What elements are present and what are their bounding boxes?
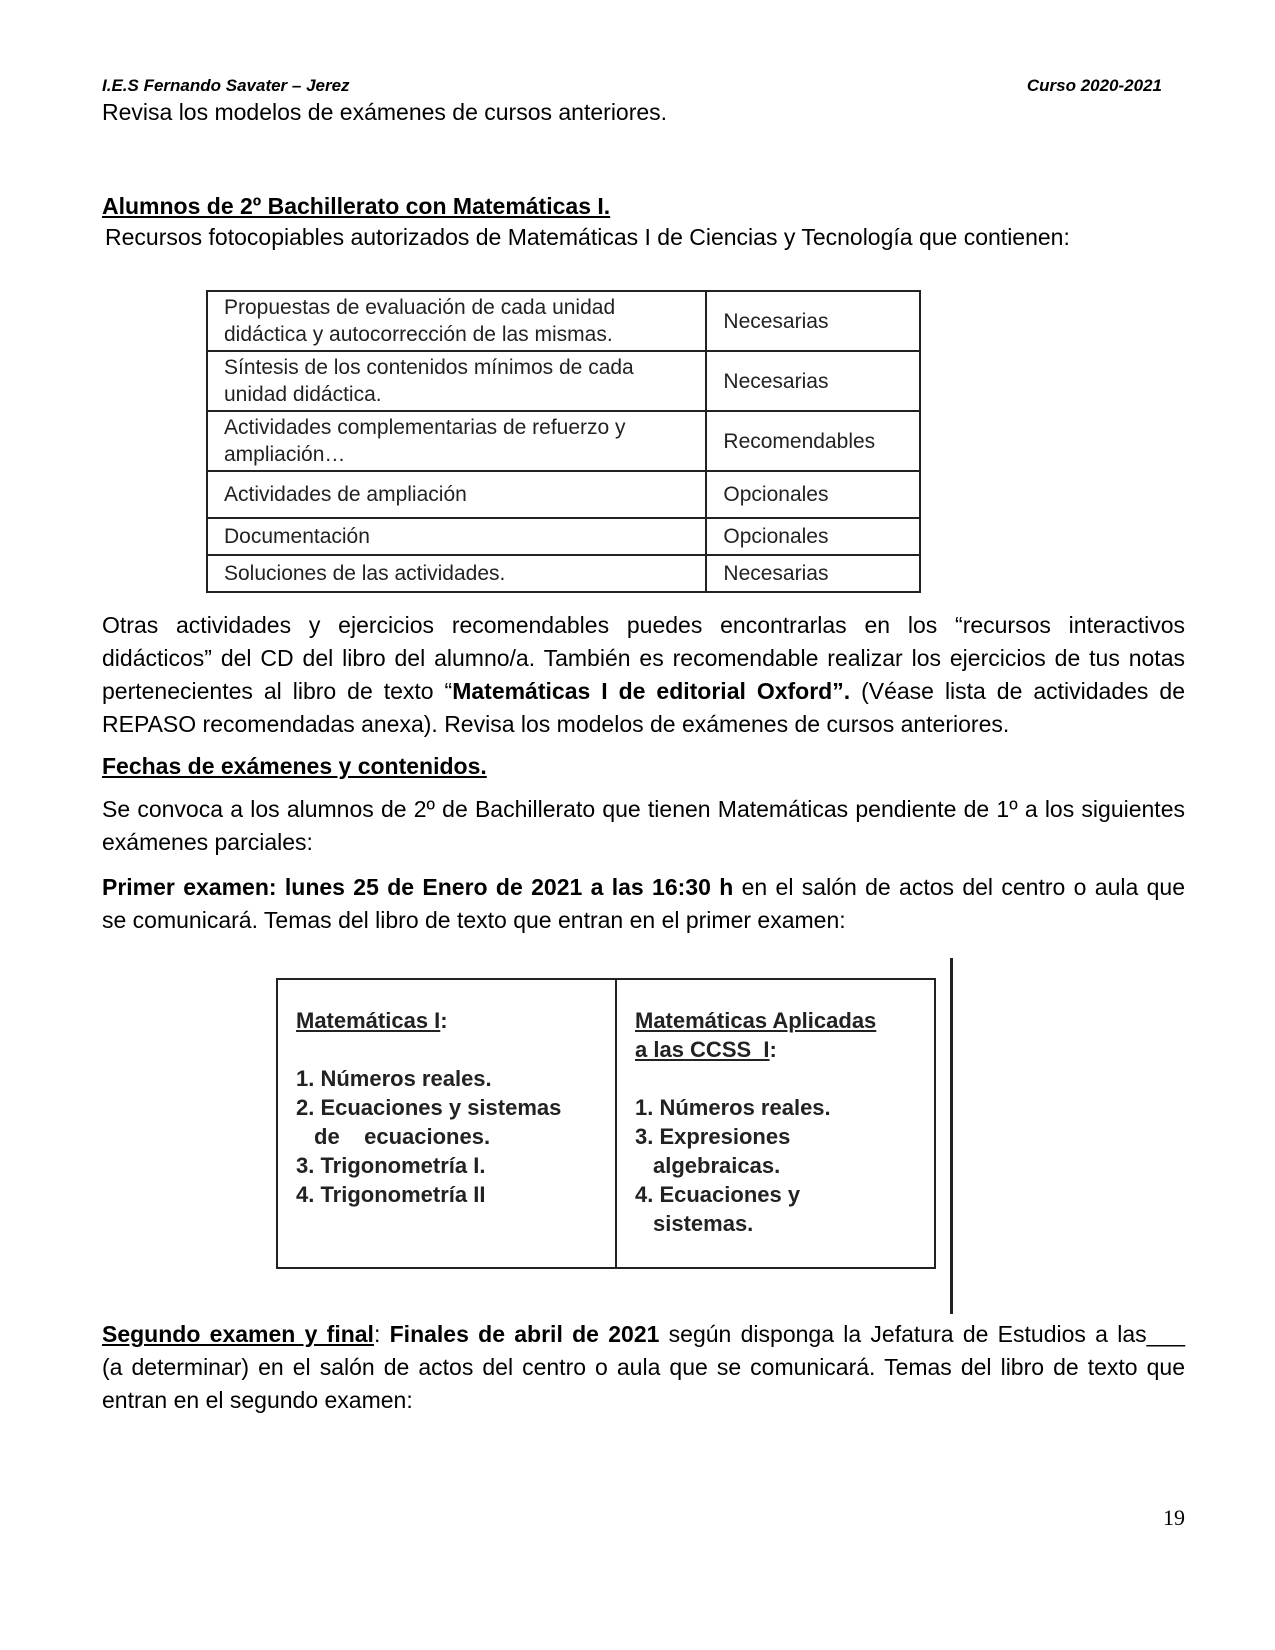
paragraph-line: didácticos” del CD del libro del alumno/a. También es recomendable realizar los ejercicios de tus notas: [102, 645, 1185, 671]
table-row: [207, 471, 920, 518]
table-row: [207, 518, 920, 555]
heading-colon: :: [440, 1008, 448, 1033]
topic-item: 2. Ecuaciones y sistemas: [296, 1095, 562, 1120]
paragraph-line: Otras actividades y ejercicios recomendables puedes encontrarlas en los “recursos interactivos: [102, 612, 1185, 638]
heading-text: Matemáticas I: [296, 1008, 441, 1033]
table-row: [207, 411, 920, 471]
resource-item: Documentación: [207, 518, 706, 555]
section2-title: [102, 750, 1185, 783]
paragraph-recommendations: [102, 609, 1185, 741]
resource-status: Opcionales: [706, 518, 920, 555]
topic-item: 4. Ecuaciones y: [635, 1182, 801, 1207]
section2-title-text: Fechas de exámenes y contenidos.: [102, 753, 487, 779]
resource-status: Necesarias: [706, 351, 920, 411]
book-title: Matemáticas I de editorial Oxford”.: [452, 678, 851, 704]
topic-item: algebraicas.: [653, 1153, 781, 1178]
resource-status: Necesarias: [706, 555, 920, 592]
vertical-rule: [950, 958, 953, 1314]
paragraph-line: REPASO recomendadas anexa). Revisa los modelos de exámenes de cursos anteriores.: [102, 711, 1010, 737]
paragraph-text: (Véase lista de actividades de: [850, 678, 1185, 704]
paragraph-first-exam: [102, 871, 1185, 937]
resource-item: Actividades de ampliación: [207, 471, 706, 518]
resource-item: Actividades complementarias de refuerzo y ampliación…: [207, 411, 706, 471]
resources-table: [206, 290, 921, 593]
topics-column-mat1: [278, 980, 617, 1267]
page-number: 19: [1163, 1505, 1185, 1530]
paragraph-line: (a determinar) en el salón de actos del centro o aula que se comunicará. Temas del libro de texto que: [102, 1354, 1185, 1380]
paragraph-text: en el salón de actos del centro o aula que: [733, 874, 1185, 900]
paragraph-line: [102, 871, 1185, 904]
paragraph-text: según disponga la Jefatura de Estudios a las___: [659, 1321, 1186, 1347]
table-row: [207, 555, 920, 592]
second-exam-date: Finales de abril de 2021: [389, 1321, 660, 1347]
resource-item: Propuestas de evaluación de cada unidad didáctica y autocorrección de las mismas.: [207, 291, 706, 351]
paragraph-text: pertenecientes al libro de texto “: [102, 678, 453, 704]
paragraph-line: Se convoca a los alumnos de 2º de Bachillerato que tienen Matemáticas pendiente de 1º a los siguientes: [102, 796, 1185, 822]
section1-title-text: Alumnos de 2º Bachillerato con Matemáticas I.: [102, 193, 611, 219]
resource-status: Necesarias: [706, 291, 920, 351]
intro-line: Revisa los modelos de exámenes de cursos anteriores.: [102, 99, 668, 125]
topic-item: 4. Trigonometría II: [296, 1182, 486, 1207]
topic-item: sistemas.: [653, 1211, 754, 1236]
topics-column-ccss: [617, 980, 934, 1267]
paragraph-line: se comunicará. Temas del libro de texto que entran en el primer examen:: [102, 907, 846, 933]
paragraph-second-exam: [102, 1318, 1185, 1417]
topic-item: 1. Números reales.: [635, 1095, 831, 1120]
section1-title: [102, 190, 1185, 223]
second-exam-title: Segundo examen y final: [102, 1321, 374, 1347]
topic-item: 3. Expresiones: [635, 1124, 791, 1149]
paragraph-line: [102, 1318, 1185, 1351]
first-exam-date: Primer examen: lunes 25 de Enero de 2021 a las 16:30 h: [102, 874, 734, 900]
topic-item: de ecuaciones.: [314, 1124, 491, 1149]
topic-item: 1. Números reales.: [296, 1066, 492, 1091]
header-course: Curso 2020-2021: [1026, 76, 1162, 95]
paragraph-line: [102, 675, 1185, 708]
table-row: [207, 291, 920, 351]
topics-table: [276, 978, 936, 1269]
heading-colon: :: [769, 1037, 777, 1062]
column-heading: Matemáticas Aplicadas: [635, 1008, 877, 1033]
header-school: I.E.S Fernando Savater – Jerez: [102, 76, 350, 95]
section1-subtitle: Recursos fotocopiables autorizados de Matemáticas I de Ciencias y Tecnología que contienen:: [105, 224, 1070, 250]
paragraph-line: exámenes parciales:: [102, 829, 313, 855]
resource-item: Soluciones de las actividades.: [207, 555, 706, 592]
column-heading: [635, 1035, 918, 1064]
resource-status: Recomendables: [706, 411, 920, 471]
table-row: [207, 351, 920, 411]
paragraph-text: :: [373, 1321, 390, 1347]
column-heading: [296, 1006, 599, 1035]
resource-item: Síntesis de los contenidos mínimos de cada unidad didáctica.: [207, 351, 706, 411]
resource-status: Opcionales: [706, 471, 920, 518]
heading-text: a las CCSS I: [635, 1037, 770, 1062]
topic-item: 3. Trigonometría I.: [296, 1153, 486, 1178]
paragraph-convocation: [102, 793, 1185, 859]
paragraph-line: entran en el segundo examen:: [102, 1387, 413, 1413]
